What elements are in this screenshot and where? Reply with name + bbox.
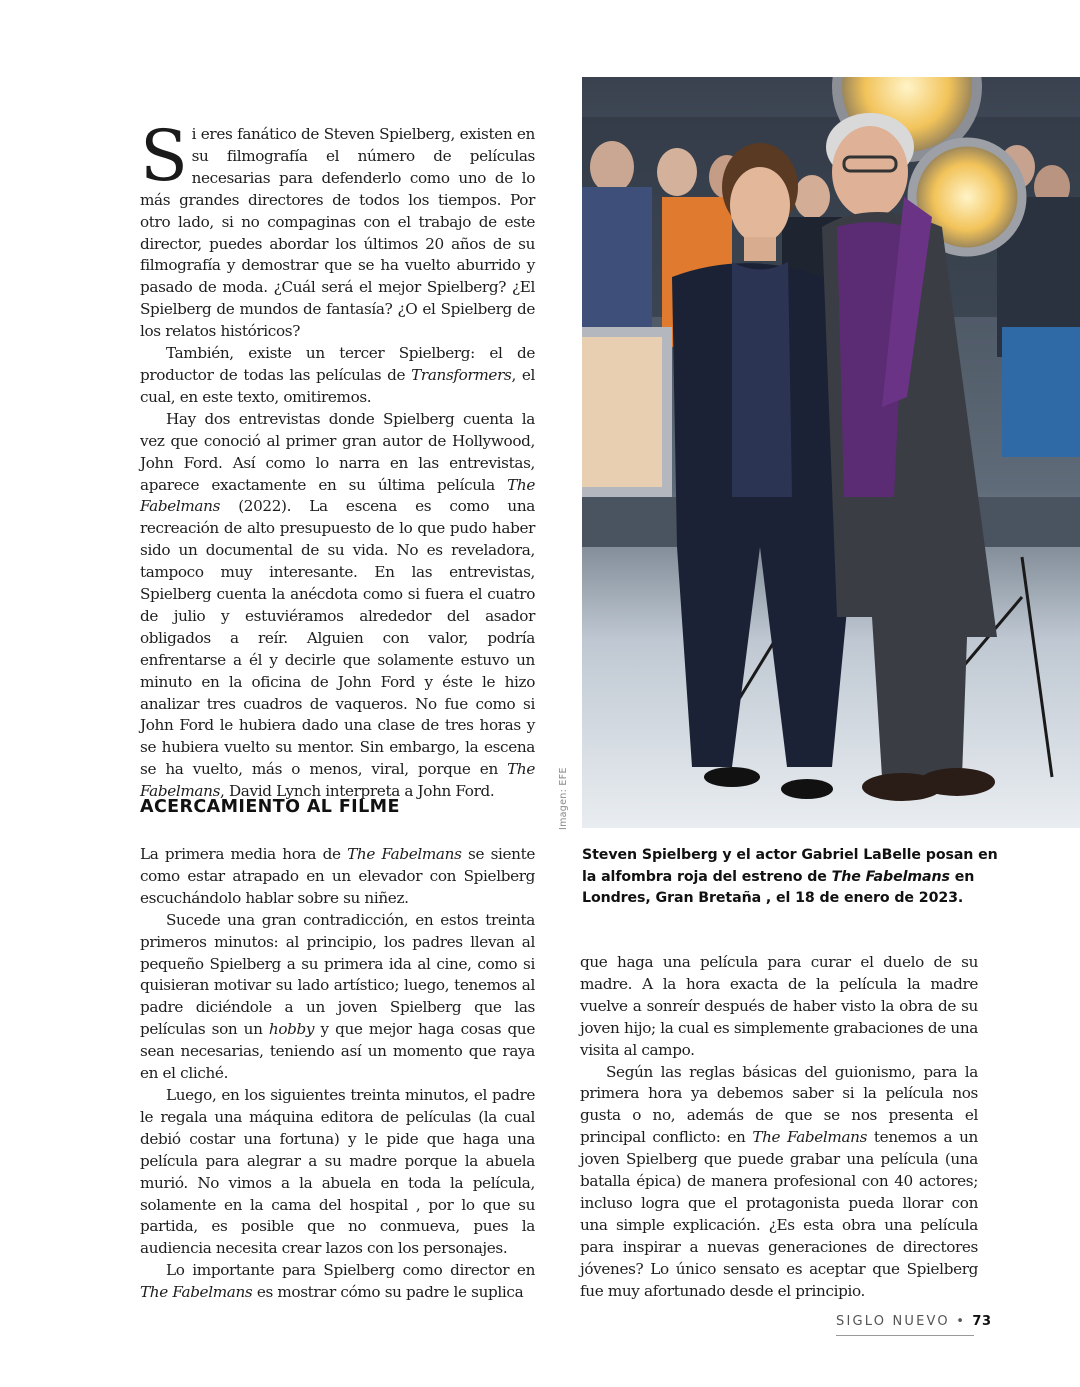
article-column-left-top	[140, 115, 535, 803]
paragraph-text: , David Lynch interpreta a John Ford.	[220, 782, 495, 801]
paragraph-text: (2022). La escena es como una recreación de alto presupuesto de lo que pudo haber sido un documental de su vida. No es reveladora, tampoco muy interesante. En las entrevistas, Spielberg cuenta la anécdota como si fuera el cuatro de julio y estuviéramos alrededor del asador obligados a reír. Alguien con valor, podría enfrentarse a él y decirle que solamente estuvo un minuto en la oficina de John Ford y éste le hizo analizar tres cuadros de vaqueros. No fue como si John Ford le hubiera dado una clase de tres horas y se hubiera vuelto su mentor. Sin embargo, la escena se ha vuelto, más o menos, viral, porque en	[140, 497, 535, 779]
article-paragraph: que haga una película para curar el duelo de su madre. A la hora exacta de la película la madre vuelve a sonreír después de haber visto la obra de su joven hijo; la cual es simplemente grabaciones de una visita al campo.	[580, 953, 978, 1059]
paragraph-text: es mostrar cómo su padre le suplica	[252, 1283, 524, 1302]
paragraph-text: Hay dos entrevistas donde Spielberg cuenta la vez que conoció al primer gran autor de Hollywood, John Ford. Así como lo narra en las entrevistas, aparece exactamente en su última película	[140, 409, 535, 494]
article-column-right-bottom	[580, 952, 978, 1303]
page-footer	[836, 1314, 992, 1336]
article-column-left-bottom	[140, 844, 535, 1304]
paragraph-text: i eres fanático de Steven Spielberg, existen en su filmografía el número de películas necesarias para defenderlo como uno de lo más grandes directores de todos los tiempos. Por otro lado, si no compaginas con el trabajo de este director, puedes abordar los últimos 20 años de su filmografía y demostrar que se ha vuelto aburrido y pasado de moda. ¿Cuál será el mejor Spielberg? ¿El Spielberg de mundos de fantasía? ¿O el Spielberg de los relatos históricos?	[140, 125, 535, 341]
paragraph-text: se siente como estar atrapado en un elevador con Spielberg escuchándolo hablar sobre su niñez.	[140, 845, 536, 907]
article-paragraph	[140, 343, 535, 409]
article-paragraph	[580, 1062, 978, 1303]
paragraph-text: También, existe un tercer Spielberg: el de productor de todas las películas de	[140, 344, 535, 384]
film-title: Transformers	[411, 365, 512, 384]
paragraph-text: Según las reglas básicas del guionismo, para la primera hora ya debemos saber si la película nos gusta o no, además de que se nos presenta el principal conflicto: en	[580, 1062, 978, 1147]
film-title: The Fabelmans	[140, 475, 535, 516]
footer-separator: •	[956, 1314, 967, 1329]
paragraph-text: , el cual, en este texto, omitiremos.	[140, 365, 535, 406]
film-title: The Fabelmans	[752, 1128, 868, 1147]
emphasis-word: hobby	[268, 1020, 315, 1039]
paragraph-text: y que mejor haga cosas que sean necesarias, teniendo así un momento que raya en el cliché.	[140, 1020, 535, 1083]
drop-cap: S	[140, 115, 188, 197]
page-number: 73	[972, 1314, 992, 1329]
article-photo	[582, 77, 1080, 828]
article-paragraph	[140, 115, 535, 343]
caption-text: Steven Spielberg y el actor Gabriel LaBelle posan en la alfombra roja del estreno de	[582, 847, 998, 885]
film-title: The Fabelmans	[140, 1283, 253, 1302]
paragraph-text: Lo importante para Spielberg como director en	[166, 1261, 535, 1280]
paragraph-text: tenemos a un joven Spielberg que puede grabar una película (una batalla épica) de manera profesional con 40 actores; incluso logra que el protagonista pueda llorar con una simple explicación. ¿Es esta obra una película para inspirar a nuevas generaciones de directores jóvenes? Lo único sensato es aceptar que Spielberg fue muy afortunado desde el principio.	[580, 1128, 978, 1300]
section-subheading: ACERCAMIENTO AL FILME	[140, 797, 400, 817]
paragraph-text: La primera media hora de	[140, 845, 348, 863]
article-paragraph	[140, 910, 535, 1085]
article-paragraph	[140, 1260, 535, 1304]
red-carpet-photo	[582, 77, 1080, 828]
film-title: The Fabelmans	[831, 868, 950, 885]
article-paragraph	[140, 409, 535, 803]
caption-text: en Londres, Gran Bretaña , el 18 de enero de 2023.	[582, 868, 975, 906]
article-paragraph	[140, 844, 535, 910]
article-paragraph: Luego, en los siguientes treinta minutos, el padre le regala una máquina editora de películas (la cual debió costar una fortuna) y le pide que haga una película para alegrar a su madre porque la abuela murió. No vimos a la abuela en toda la película, solamente en la cama del hospital , por lo que su partida, es posible que no conmueva, pues la audiencia necesita crear lazos con los personajes.	[140, 1085, 535, 1258]
paragraph-text: Sucede una gran contradicción, en estos treinta primeros minutos: al principio, los padres llevan al pequeño Spielberg a su primera ida al cine, como si quisieran motivar su lado artístico; luego, tenemos al padre diciéndole a un joven Spielberg que las películas son un	[140, 910, 535, 1039]
film-title: The Fabelmans	[140, 760, 535, 801]
photo-credit: Imagen: EFE	[558, 767, 569, 830]
magazine-name: SIGLO NUEVO	[836, 1314, 950, 1329]
photo-caption	[582, 845, 1002, 910]
film-title: The Fabelmans	[347, 845, 462, 863]
